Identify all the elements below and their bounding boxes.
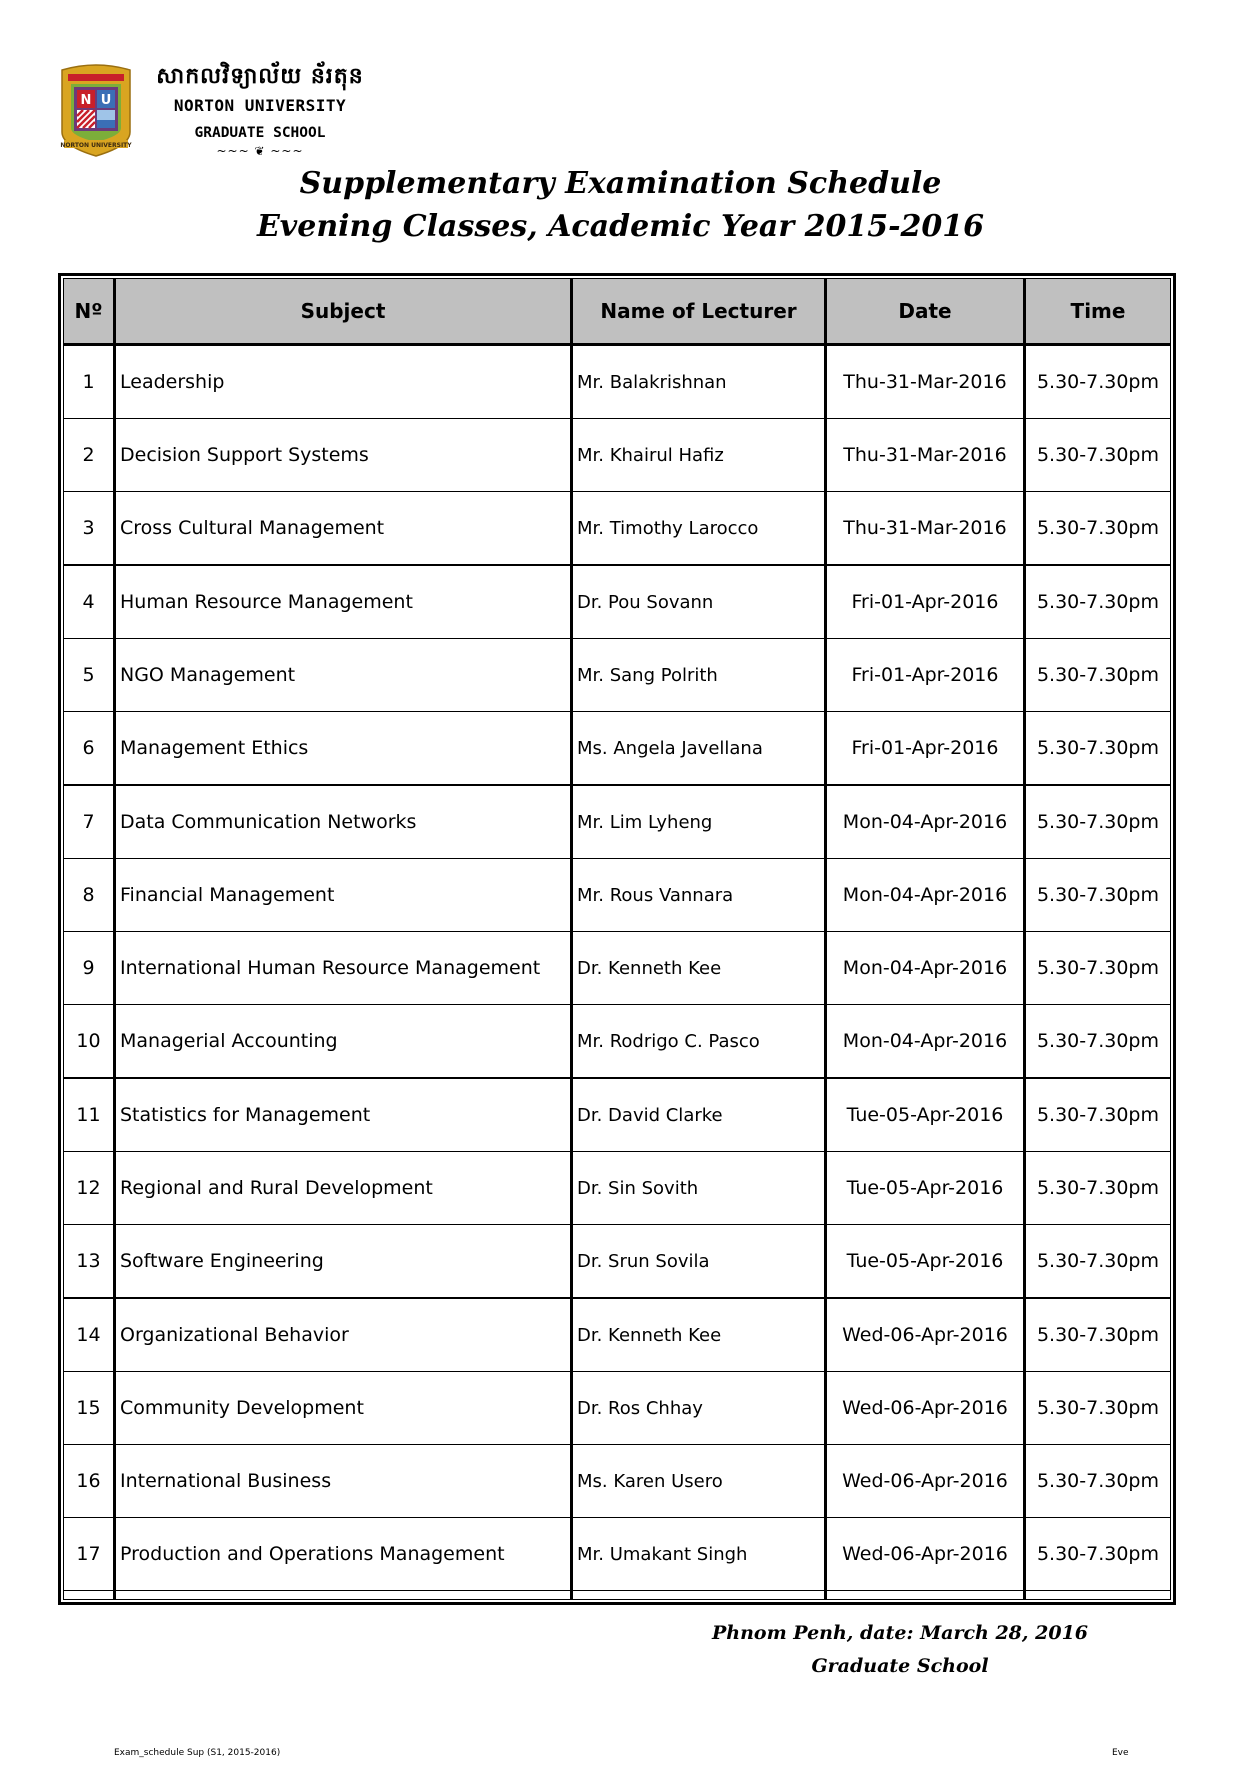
cell-time: 5.30-7.30pm	[1025, 785, 1171, 859]
cell-time: 5.30-7.30pm	[1025, 1005, 1171, 1079]
table-row	[64, 1225, 1171, 1299]
cell-number: 10	[64, 1005, 115, 1079]
cell-number: 5	[64, 639, 115, 712]
cell-number: 9	[64, 932, 115, 1005]
cell-subject: Regional and Rural Development	[115, 1152, 572, 1225]
cell-lecturer: Dr. Srun Sovila	[572, 1225, 826, 1299]
empty-cell	[826, 1591, 1025, 1600]
cell-lecturer: Ms. Angela Javellana	[572, 712, 826, 786]
table-trailing-empty-row	[64, 1591, 1171, 1600]
document-title: Supplementary Examination Schedule	[299, 166, 942, 201]
cell-subject: Production and Operations Management	[115, 1518, 572, 1591]
cell-date: Fri-01-Apr-2016	[826, 639, 1025, 712]
cell-date: Wed-06-Apr-2016	[826, 1298, 1025, 1372]
cell-time: 5.30-7.30pm	[1025, 492, 1171, 566]
cell-subject: Software Engineering	[115, 1225, 572, 1299]
cell-number: 11	[64, 1078, 115, 1152]
cell-lecturer: Dr. David Clarke	[572, 1078, 826, 1152]
cell-number: 1	[64, 345, 115, 419]
empty-cell	[64, 1591, 115, 1600]
cell-subject: Management Ethics	[115, 712, 572, 786]
cell-subject: Cross Cultural Management	[115, 492, 572, 566]
cell-time: 5.30-7.30pm	[1025, 932, 1171, 1005]
cell-date: Tue-05-Apr-2016	[826, 1152, 1025, 1225]
empty-cell	[572, 1591, 826, 1600]
cell-subject: Statistics for Management	[115, 1078, 572, 1152]
cell-date: Fri-01-Apr-2016	[826, 565, 1025, 639]
cell-time: 5.30-7.30pm	[1025, 859, 1171, 932]
cell-number: 15	[64, 1372, 115, 1445]
cell-date: Mon-04-Apr-2016	[826, 932, 1025, 1005]
cell-lecturer: Dr. Ros Chhay	[572, 1372, 826, 1445]
cell-subject: NGO Management	[115, 639, 572, 712]
cell-number: 17	[64, 1518, 115, 1591]
cell-date: Thu-31-Mar-2016	[826, 345, 1025, 419]
exam-schedule-table	[58, 273, 1176, 1605]
university-khmer-name: សាកលវិទ្យាល័យ ន័រតុន	[156, 63, 364, 89]
column-header-date: Date	[826, 279, 1025, 345]
cell-number: 3	[64, 492, 115, 566]
cell-time: 5.30-7.30pm	[1025, 419, 1171, 492]
table-row	[64, 712, 1171, 786]
table-row	[64, 932, 1171, 1005]
cell-subject: Managerial Accounting	[115, 1005, 572, 1079]
cell-number: 2	[64, 419, 115, 492]
table-row	[64, 859, 1171, 932]
cell-date: Thu-31-Mar-2016	[826, 492, 1025, 566]
cell-number: 16	[64, 1445, 115, 1518]
table-row	[64, 1152, 1171, 1225]
cell-number: 4	[64, 565, 115, 639]
table-row	[64, 492, 1171, 566]
cell-date: Tue-05-Apr-2016	[826, 1225, 1025, 1299]
cell-time: 5.30-7.30pm	[1025, 565, 1171, 639]
table-row	[64, 1298, 1171, 1372]
cell-subject: Financial Management	[115, 859, 572, 932]
footer-file-label: Exam_schedule Sup (S1, 2015-2016)	[114, 1748, 281, 1758]
cell-lecturer: Mr. Timothy Larocco	[572, 492, 826, 566]
cell-date: Mon-04-Apr-2016	[826, 1005, 1025, 1079]
empty-cell	[1025, 1591, 1171, 1600]
cell-date: Wed-06-Apr-2016	[826, 1372, 1025, 1445]
cell-lecturer: Mr. Rous Vannara	[572, 859, 826, 932]
cell-time: 5.30-7.30pm	[1025, 1078, 1171, 1152]
cell-lecturer: Mr. Khairul Hafiz	[572, 419, 826, 492]
cell-lecturer: Ms. Karen Usero	[572, 1445, 826, 1518]
footer-tag: Eve	[1112, 1748, 1129, 1758]
cell-subject: Leadership	[115, 345, 572, 419]
cell-lecturer: Dr. Sin Sovith	[572, 1152, 826, 1225]
cell-lecturer: Mr. Sang Polrith	[572, 639, 826, 712]
table-row	[64, 565, 1171, 639]
cell-lecturer: Mr. Umakant Singh	[572, 1518, 826, 1591]
cell-number: 12	[64, 1152, 115, 1225]
ornament-divider-icon: ~~~ ❦ ~~~	[216, 144, 304, 158]
cell-time: 5.30-7.30pm	[1025, 712, 1171, 786]
table-header-row	[64, 279, 1171, 345]
cell-lecturer: Mr. Balakrishnan	[572, 345, 826, 419]
cell-subject: International Human Resource Management	[115, 932, 572, 1005]
table-row	[64, 1445, 1171, 1518]
cell-date: Wed-06-Apr-2016	[826, 1445, 1025, 1518]
cell-number: 7	[64, 785, 115, 859]
cell-date: Mon-04-Apr-2016	[826, 785, 1025, 859]
university-name: NORTON UNIVERSITY	[173, 96, 347, 115]
cell-number: 13	[64, 1225, 115, 1299]
cell-time: 5.30-7.30pm	[1025, 1225, 1171, 1299]
cell-time: 5.30-7.30pm	[1025, 1372, 1171, 1445]
column-header-lecturer: Name of Lecturer	[572, 279, 826, 345]
cell-time: 5.30-7.30pm	[1025, 1298, 1171, 1372]
signature-place-date: Phnom Penh, date: March 28, 2016	[711, 1622, 1089, 1644]
svg-text:U: U	[100, 93, 112, 108]
signature-signatory: Graduate School	[811, 1655, 989, 1677]
table-row	[64, 1518, 1171, 1591]
cell-date: Tue-05-Apr-2016	[826, 1078, 1025, 1152]
svg-text:NORTON UNIVERSITY: NORTON UNIVERSITY	[60, 142, 132, 149]
university-crest-icon	[58, 62, 134, 158]
cell-lecturer: Dr. Pou Sovann	[572, 565, 826, 639]
cell-time: 5.30-7.30pm	[1025, 1445, 1171, 1518]
table-row	[64, 345, 1171, 419]
cell-date: Thu-31-Mar-2016	[826, 419, 1025, 492]
cell-date: Mon-04-Apr-2016	[826, 859, 1025, 932]
cell-number: 6	[64, 712, 115, 786]
cell-date: Fri-01-Apr-2016	[826, 712, 1025, 786]
cell-time: 5.30-7.30pm	[1025, 345, 1171, 419]
table-row	[64, 1078, 1171, 1152]
column-header-subject: Subject	[115, 279, 572, 345]
cell-time: 5.30-7.30pm	[1025, 1152, 1171, 1225]
cell-time: 5.30-7.30pm	[1025, 639, 1171, 712]
table-row	[64, 1005, 1171, 1079]
cell-number: 14	[64, 1298, 115, 1372]
table-row	[64, 1372, 1171, 1445]
svg-text:N: N	[80, 93, 92, 108]
column-header-time: Time	[1025, 279, 1171, 345]
document-subtitle: Evening Classes, Academic Year 2015-2016	[256, 209, 985, 244]
cell-subject: International Business	[115, 1445, 572, 1518]
university-branding	[140, 62, 380, 158]
school-name: GRADUATE SCHOOL	[194, 125, 326, 141]
table-row	[64, 785, 1171, 859]
table-row	[64, 419, 1171, 492]
cell-subject: Community Development	[115, 1372, 572, 1445]
cell-subject: Data Communication Networks	[115, 785, 572, 859]
cell-lecturer: Dr. Kenneth Kee	[572, 932, 826, 1005]
empty-cell	[115, 1591, 572, 1600]
cell-lecturer: Mr. Lim Lyheng	[572, 785, 826, 859]
cell-lecturer: Mr. Rodrigo C. Pasco	[572, 1005, 826, 1079]
cell-subject: Organizational Behavior	[115, 1298, 572, 1372]
cell-lecturer: Dr. Kenneth Kee	[572, 1298, 826, 1372]
cell-time: 5.30-7.30pm	[1025, 1518, 1171, 1591]
column-header-number: Nº	[64, 279, 115, 345]
table-row	[64, 639, 1171, 712]
cell-number: 8	[64, 859, 115, 932]
cell-subject: Decision Support Systems	[115, 419, 572, 492]
cell-date: Wed-06-Apr-2016	[826, 1518, 1025, 1591]
cell-subject: Human Resource Management	[115, 565, 572, 639]
